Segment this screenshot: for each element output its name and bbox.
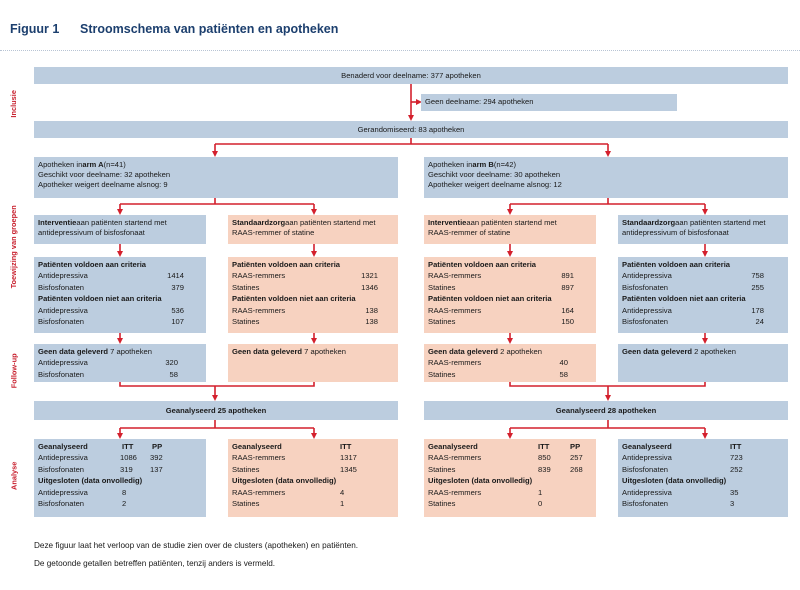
arm-a-eligible: Geschikt voor deelname: 32 apotheken: [38, 169, 171, 179]
analysed-b-text: Geanalyseerd 28 apotheken: [555, 405, 657, 415]
box-criteria-a-int: Patiënten voldoen aan criteria Antidepressiva 1414 Bisfosfonaten 379 Patiënten voldoen niet aan criteria Antidepressiva 536 Bisfosfonaten 107: [34, 257, 206, 333]
connector-arm-b-split: [510, 198, 705, 204]
phase-label-follow-up: Follow-up: [9, 353, 19, 389]
arm-a-declined: Apotheker weigert deelname alsnog: 9: [38, 179, 168, 189]
box-b-standaardzorg: Standaardzorg aan patiënten startend met antidepressivum of bisfosfonaat: [618, 215, 788, 244]
arm-b-eligible: Geschikt voor deelname: 30 apotheken: [428, 169, 561, 179]
figure-number: Figuur 1: [10, 22, 60, 36]
box-analysis-a-int: Geanalyseerd ITT PP Antidepressiva 1086 392 Bisfosfonaten 319 137 Uitgesloten (data onvolledig) Antidepressiva 8 Bisfosfonaten 2: [34, 439, 206, 517]
box-analysed-a: [34, 401, 398, 420]
box-followup-a-int: Geen data geleverd 7 apotheken Antidepressiva 320 Bisfosfonaten 58: [34, 344, 206, 382]
connector-a-merge: [120, 382, 314, 398]
box-criteria-b-std: Patiënten voldoen aan criteria Antidepressiva 758 Bisfosfonaten 255 Patiënten voldoen niet aan criteria Antidepressiva 178 Bisfosfonaten 24: [618, 257, 788, 333]
connector-a-analysed-split: [120, 420, 314, 428]
phase-label-inclusie: Inclusie: [9, 90, 19, 118]
phase-label-toewijzing: Toewijzing van groepen: [9, 205, 19, 289]
box-followup-b-int: Geen data geleverd 2 apotheken RAAS-remmers 40 Statines 58: [424, 344, 596, 382]
approached-text: Benaderd voor deelname: 377 apotheken: [341, 70, 481, 80]
box-b-interventie: Interventie aan patiënten startend met RAAS-remmer of statine: [424, 215, 596, 244]
box-analysis-a-std: Geanalyseerd ITT RAAS-remmers 1317 Statines 1345 Uitgesloten (data onvolledig) RAAS-remmers 4 Statines 1: [228, 439, 398, 517]
box-analysis-b-std: Geanalyseerd ITT Antidepressiva 723 Bisfosfonaten 252 Uitgesloten (data onvolledig) Antidepressiva 35 Bisfosfonaten 3: [618, 439, 788, 517]
box-criteria-a-std: Patiënten voldoen aan criteria RAAS-remmers 1321 Statines 1346 Patiënten voldoen niet aan criteria RAAS-remmers 138 Statines 138: [228, 257, 398, 333]
box-analysis-b-int: Geanalyseerd ITT PP RAAS-remmers 850 257 Statines 839 268 Uitgesloten (data onvolledig) RAAS-remmers 1 Statines 0: [424, 439, 596, 517]
box-followup-a-std: Geen data geleverd 7 apotheken: [228, 344, 398, 382]
box-arm-a: Apotheken in arm A (n=41) Geschikt voor deelname: 32 apotheken Apotheker weigert deelname alsnog: 9: [34, 157, 398, 198]
phase-label-analyse: Analyse: [9, 461, 19, 491]
figure-title-text: Stroomschema van patiënten en apotheken: [80, 22, 339, 36]
randomised-text: Gerandomiseerd: 83 apotheken: [357, 124, 465, 134]
arm-a-label: arm A: [82, 160, 104, 169]
box-a-standaardzorg: Standaardzorg aan patiënten startend met RAAS-remmer of statine: [228, 215, 398, 244]
connector-arm-a-split: [120, 198, 314, 204]
box-analysed-b: [424, 401, 788, 420]
box-arm-b: Apotheken in arm B (n=42) Geschikt voor deelname: 30 apotheken Apotheker weigert deelname alsnog: 12: [424, 157, 788, 198]
box-criteria-b-int: Patiënten voldoen aan criteria RAAS-remmers 891 Statines 897 Patiënten voldoen niet aan criteria RAAS-remmers 164 Statines 150: [424, 257, 596, 333]
box-excluded: [421, 94, 677, 111]
footnote-2: De getoonde getallen betreffen patiënten, tenzij anders is vermeld.: [34, 559, 276, 568]
box-followup-b-std: Geen data geleverd 2 apotheken: [618, 344, 788, 382]
box-approached: [34, 67, 788, 84]
analysed-a-text: Geanalyseerd 25 apotheken: [165, 405, 267, 415]
connector-b-merge: [510, 382, 705, 398]
box-a-interventie: Interventie aan patiënten startend met antidepressivum of bisfosfonaat: [34, 215, 206, 244]
footnote-1: Deze figuur laat het verloop van de studie zien over de clusters (apotheken) en patiënten.: [34, 541, 359, 550]
box-randomised: [34, 121, 788, 138]
arm-b-label: arm B: [472, 160, 494, 169]
connector-b-analysed-split: [510, 420, 705, 428]
arm-b-declined: Apotheker weigert deelname alsnog: 12: [428, 179, 562, 189]
excluded-text: Geen deelname: 294 apotheken: [425, 97, 534, 106]
connector-randomisation-split: [215, 138, 608, 144]
